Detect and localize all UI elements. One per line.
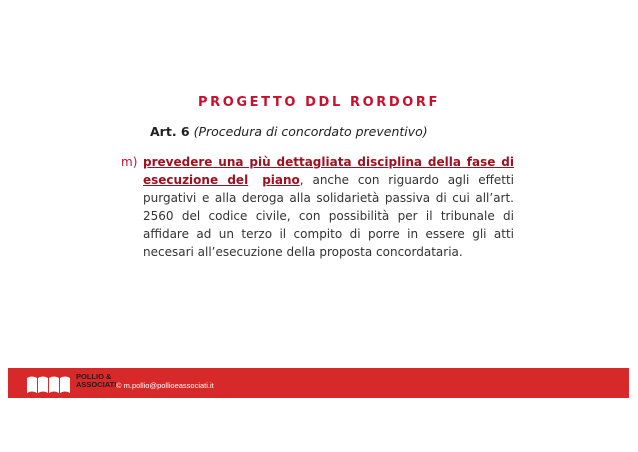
- item-body: [143, 153, 514, 261]
- item-highlight-end: piano: [262, 173, 300, 187]
- article-heading: [150, 124, 428, 139]
- slide-title: PROGETTO DDL RORDORF: [198, 95, 440, 110]
- item-letter: m): [121, 155, 138, 169]
- pages-logo-icon: [27, 374, 71, 394]
- list-item: [121, 153, 514, 261]
- footer-bar: [8, 368, 629, 398]
- item-highlight: prevedere una più dettagliata disciplina della fase di esecuzione del: [143, 155, 514, 187]
- logo-line-2: ASSOCIATI: [76, 380, 117, 389]
- article-number: Art. 6: [150, 124, 190, 139]
- footer-email: © m.pollio@pollioeassociati.it: [116, 381, 214, 390]
- logo-line-1: POLLIO &: [76, 372, 112, 381]
- item-text: , anche con riguardo agli effetti purgativi e alla deroga alla solidarietà passiva di cui all’art. 2560 del codice civile, con possibilità per il tribunale di affidare ad un terzo il compito di porre in essere gli atti necesari all’esecuzione della proposta concordataria.: [143, 173, 514, 259]
- footer-logo-text: [76, 373, 116, 389]
- article-description: (Procedura di concordato preventivo): [193, 124, 428, 139]
